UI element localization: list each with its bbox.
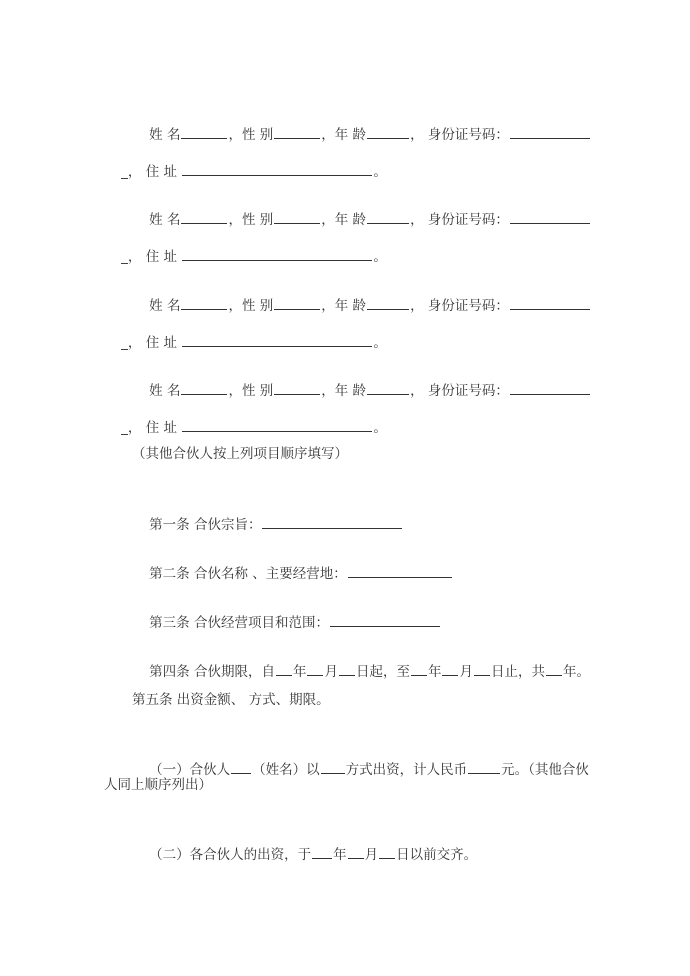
article-5: 第五条 出资金额、 方式、期限。 bbox=[132, 692, 330, 708]
id-blank[interactable] bbox=[510, 380, 590, 395]
gender-blank[interactable] bbox=[274, 380, 320, 395]
gender-label: ，性 别 bbox=[228, 212, 274, 228]
clause-1-part2: （姓名）以 bbox=[252, 762, 320, 778]
day-label: 日起，至 bbox=[355, 664, 410, 680]
deadline-month-blank[interactable] bbox=[348, 844, 364, 859]
name-label: 姓 名 bbox=[149, 212, 181, 228]
address-label: _， 住 址 bbox=[121, 420, 178, 436]
age-label: ，年 龄 bbox=[321, 127, 367, 143]
id-label: ， 身份证号码： bbox=[410, 212, 509, 228]
gender-label: ，性 别 bbox=[228, 127, 274, 143]
age-blank[interactable] bbox=[367, 295, 409, 310]
id-blank[interactable] bbox=[510, 209, 590, 224]
gender-blank[interactable] bbox=[274, 295, 320, 310]
clause-2-part1: （二）各合伙人的出资，于 bbox=[149, 847, 312, 863]
end-month-blank[interactable] bbox=[442, 661, 458, 676]
deadline-day-blank[interactable] bbox=[379, 844, 395, 859]
line-end: 。 bbox=[373, 164, 387, 180]
start-month-blank[interactable] bbox=[307, 661, 323, 676]
month-label: 月 bbox=[324, 664, 338, 680]
fill-note: （其他合伙人按上列项目顺序填写） bbox=[132, 446, 348, 462]
address-label: _， 住 址 bbox=[121, 164, 178, 180]
article-3-label: 第三条 合伙经营项目和范围： bbox=[149, 615, 329, 631]
clause-1-part1: （一）合伙人 bbox=[149, 762, 231, 778]
amount-blank[interactable] bbox=[468, 759, 500, 774]
address-label: _， 住 址 bbox=[121, 335, 178, 351]
purpose-blank[interactable] bbox=[262, 514, 402, 529]
article-4-label: 第四条 合伙期限，自 bbox=[149, 664, 275, 680]
end-year-blank[interactable] bbox=[411, 661, 427, 676]
deadline-year-blank[interactable] bbox=[312, 844, 332, 859]
name-blank[interactable] bbox=[181, 209, 227, 224]
year-label: 年 bbox=[292, 664, 307, 680]
clause-1-continued: 人同上顺序列出） bbox=[104, 777, 212, 793]
month-label: 月 bbox=[459, 664, 473, 680]
name-blank[interactable] bbox=[181, 124, 227, 139]
name-blank[interactable] bbox=[181, 295, 227, 310]
method-blank[interactable] bbox=[321, 759, 345, 774]
line-end: 。 bbox=[373, 249, 387, 265]
address-blank[interactable] bbox=[182, 332, 372, 347]
total-years-blank[interactable] bbox=[546, 661, 562, 676]
name-blank[interactable] bbox=[181, 380, 227, 395]
start-year-blank[interactable] bbox=[276, 661, 292, 676]
age-blank[interactable] bbox=[367, 124, 409, 139]
id-label: ， 身份证号码： bbox=[410, 383, 509, 399]
clause-2 bbox=[132, 824, 477, 885]
article-2-label: 第二条 合伙名称 、主要经营地： bbox=[149, 566, 347, 582]
age-blank[interactable] bbox=[367, 209, 409, 224]
name-label: 姓 名 bbox=[149, 298, 181, 314]
year-label: 年 bbox=[333, 847, 347, 863]
gender-label: ，性 别 bbox=[228, 298, 274, 314]
clause-1-part3: 方式出资，计人民币 bbox=[345, 762, 468, 778]
end-day-blank[interactable] bbox=[474, 661, 490, 676]
id-blank[interactable] bbox=[510, 295, 590, 310]
year-label: 年 bbox=[427, 664, 442, 680]
age-label: ，年 龄 bbox=[321, 383, 367, 399]
age-label: ，年 龄 bbox=[321, 298, 367, 314]
address-label: _， 住 址 bbox=[121, 249, 178, 265]
address-blank[interactable] bbox=[182, 161, 372, 176]
day-label: 日止，共 bbox=[490, 664, 545, 680]
age-label: ，年 龄 bbox=[321, 212, 367, 228]
scope-blank[interactable] bbox=[330, 612, 440, 627]
start-day-blank[interactable] bbox=[339, 661, 355, 676]
id-label: ， 身份证号码： bbox=[410, 127, 509, 143]
year-label: 年。 bbox=[562, 664, 590, 680]
line-end: 。 bbox=[373, 420, 387, 436]
line-end: 。 bbox=[373, 335, 387, 351]
clause-1-part4: 元。（其他合伙 bbox=[501, 762, 589, 778]
name-place-blank[interactable] bbox=[348, 563, 452, 578]
name-label: 姓 名 bbox=[149, 383, 181, 399]
gender-blank[interactable] bbox=[274, 209, 320, 224]
address-blank[interactable] bbox=[182, 417, 372, 432]
clause-2-part4: 日以前交齐。 bbox=[396, 847, 478, 863]
partner-name-blank[interactable] bbox=[231, 759, 251, 774]
address-blank[interactable] bbox=[182, 246, 372, 261]
id-label: ， 身份证号码： bbox=[410, 298, 509, 314]
name-label: 姓 名 bbox=[149, 127, 181, 143]
month-label: 月 bbox=[364, 847, 379, 863]
age-blank[interactable] bbox=[367, 380, 409, 395]
gender-label: ，性 别 bbox=[228, 383, 274, 399]
gender-blank[interactable] bbox=[274, 124, 320, 139]
article-1-label: 第一条 合伙宗旨： bbox=[149, 517, 262, 533]
id-blank[interactable] bbox=[510, 124, 590, 139]
